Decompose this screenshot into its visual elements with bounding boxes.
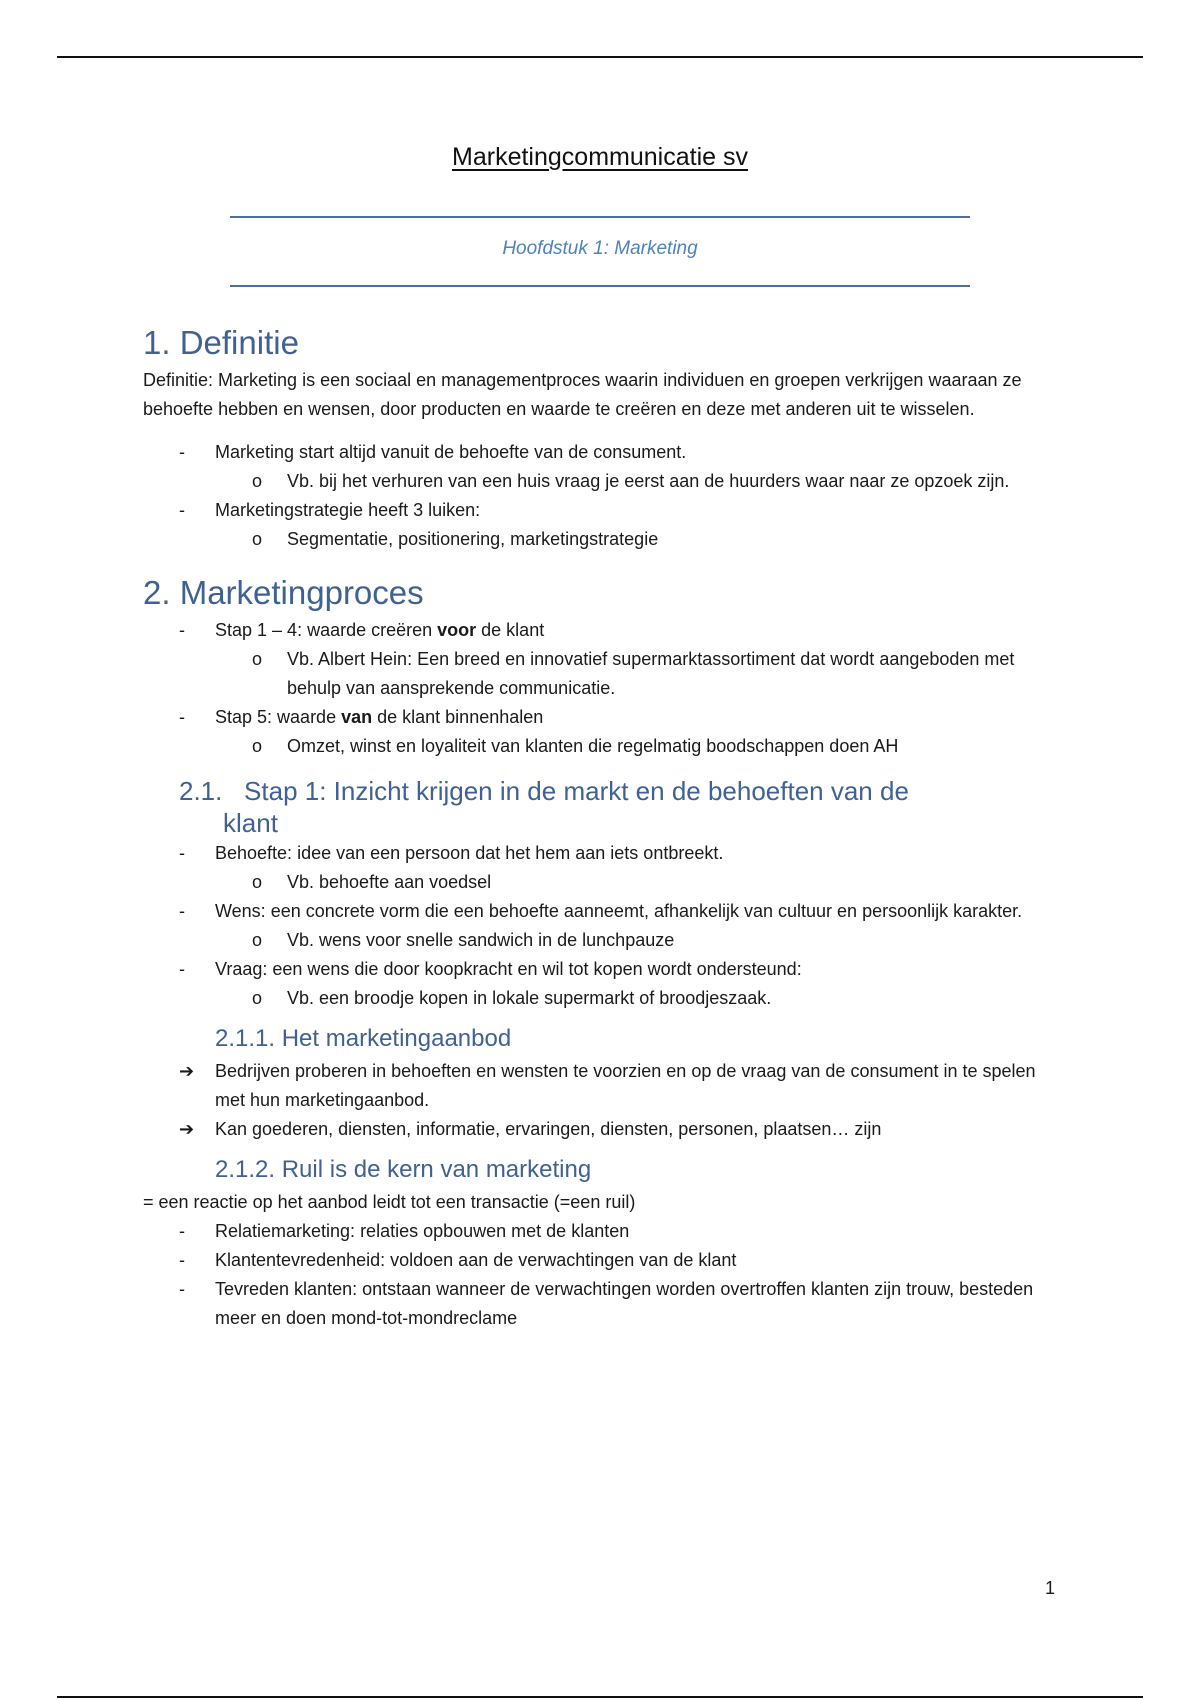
list-item: ➔ Bedrijven proberen in behoeften en wensten te voorzien en op de vraag van de consument in te spelen met hun marketingaanbod.: [143, 1057, 1063, 1115]
list-item: o Vb. een broodje kopen in lokale supermarkt of broodjeszaak.: [143, 984, 1063, 1013]
list-item: - Behoefte: idee van een persoon dat het hem aan iets ontbreekt.: [143, 839, 1063, 868]
dash-bullet: -: [179, 620, 185, 640]
arrow-right-icon: ➔: [179, 1061, 195, 1081]
subsubsection-title: Ruil is de kern van marketing: [281, 1156, 592, 1183]
subsection-number: 2.1.: [179, 776, 223, 806]
subsubsection-number: 2.1.1.: [215, 1025, 276, 1052]
list-item: - Wens: een concrete vorm die een behoefte aanneemt, afhankelijk van cultuur en persoonlijk karakter.: [143, 897, 1063, 926]
circle-bullet: o: [252, 930, 263, 950]
definition-paragraph: Definitie: Marketing is een sociaal en managementproces waarin individuen en groepen verkrijgen waaraan ze behoefte hebben en wensen, door producten en waarde te creëren en deze met anderen uit te wisselen.: [143, 370, 1022, 419]
chapter-title: Hoofdstuk 1: Marketing: [502, 238, 698, 259]
section-number: 2.: [143, 574, 171, 611]
subsection-title-line1: Stap 1: Inzicht krijgen in de markt en de behoeften van de: [244, 776, 909, 806]
list-item: - Tevreden klanten: ontstaan wanneer de verwachtingen worden overtroffen klanten zijn trouw, besteden meer en doen mond-tot-mondreclame: [143, 1275, 1063, 1333]
list-item: o Vb. wens voor snelle sandwich in de lunchpauze: [143, 926, 1063, 955]
list-item: o Segmentatie, positionering, marketingstrategie: [143, 525, 1063, 554]
circle-bullet: o: [252, 872, 263, 892]
chapter-rule-top: [230, 216, 970, 218]
circle-bullet: o: [252, 988, 263, 1008]
dash-bullet: -: [179, 500, 185, 520]
subsubsection-heading-2-1-2: [143, 1152, 1063, 1188]
circle-bullet: o: [252, 736, 263, 756]
section-title: Definitie: [179, 324, 299, 361]
document-body: [143, 320, 1063, 1333]
section-title: Marketingproces: [179, 574, 424, 611]
list-item: - Marketing start altijd vanuit de behoefte van de consument.: [143, 438, 1063, 467]
circle-bullet: o: [252, 529, 263, 549]
list-item: o Vb. Albert Hein: Een breed en innovatief supermarktassortiment dat wordt aangeboden met behulp van aansprekende communicatie.: [143, 645, 1063, 703]
subsection-heading-2-1-cont: [143, 807, 1063, 839]
subsubsection-title: Het marketingaanbod: [281, 1025, 512, 1052]
arrow-right-icon: ➔: [179, 1119, 195, 1139]
footer-rule: [57, 1696, 1143, 1698]
list-item: - Stap 1 – 4: waarde creëren voor de klant: [143, 616, 1063, 645]
subsubsection-heading-2-1-1: [143, 1021, 1063, 1057]
list-item: - Relatiemarketing: relaties opbouwen met de klanten: [143, 1217, 1063, 1246]
dash-bullet: -: [179, 959, 185, 979]
subsubsection-number: 2.1.2.: [215, 1156, 276, 1183]
list-item: o Omzet, winst en loyaliteit van klanten die regelmatig boodschappen doen AH: [143, 732, 1063, 761]
dash-bullet: -: [179, 1250, 185, 1270]
document-title: Marketingcommunicatie sv: [452, 143, 748, 171]
list-item: - Klantentevredenheid: voldoen aan de verwachtingen van de klant: [143, 1246, 1063, 1275]
dash-bullet: -: [179, 707, 185, 727]
dash-bullet: -: [179, 442, 185, 462]
list-item: o Vb. behoefte aan voedsel: [143, 868, 1063, 897]
circle-bullet: o: [252, 471, 263, 491]
list-item: ➔ Kan goederen, diensten, informatie, ervaringen, diensten, personen, plaatsen… zijn: [143, 1115, 1063, 1144]
section-heading-definitie: [143, 320, 1063, 366]
list-item: - Stap 5: waarde van de klant binnenhalen: [143, 703, 1063, 732]
dash-bullet: -: [179, 843, 185, 863]
intro-paragraph: = een reactie op het aanbod leidt tot een transactie (=een ruil): [143, 1192, 636, 1212]
list-item: o Vb. bij het verhuren van een huis vraag je eerst aan de huurders waar naar ze opzoek zijn.: [143, 467, 1063, 496]
list-item: - Vraag: een wens die door koopkracht en wil tot kopen wordt ondersteund:: [143, 955, 1063, 984]
circle-bullet: o: [252, 649, 263, 669]
dash-bullet: -: [179, 1221, 185, 1241]
section-number: 1.: [143, 324, 171, 361]
subsection-title-line2: klant: [223, 808, 278, 838]
header-rule: [57, 56, 1143, 58]
dash-bullet: -: [179, 901, 185, 921]
chapter-rule-bottom: [230, 285, 970, 287]
list-item: - Marketingstrategie heeft 3 luiken:: [143, 496, 1063, 525]
dash-bullet: -: [179, 1279, 185, 1299]
page-number: 1: [1045, 1578, 1056, 1598]
subsection-heading-2-1: [143, 775, 1063, 807]
section-heading-marketingproces: [143, 570, 1063, 616]
